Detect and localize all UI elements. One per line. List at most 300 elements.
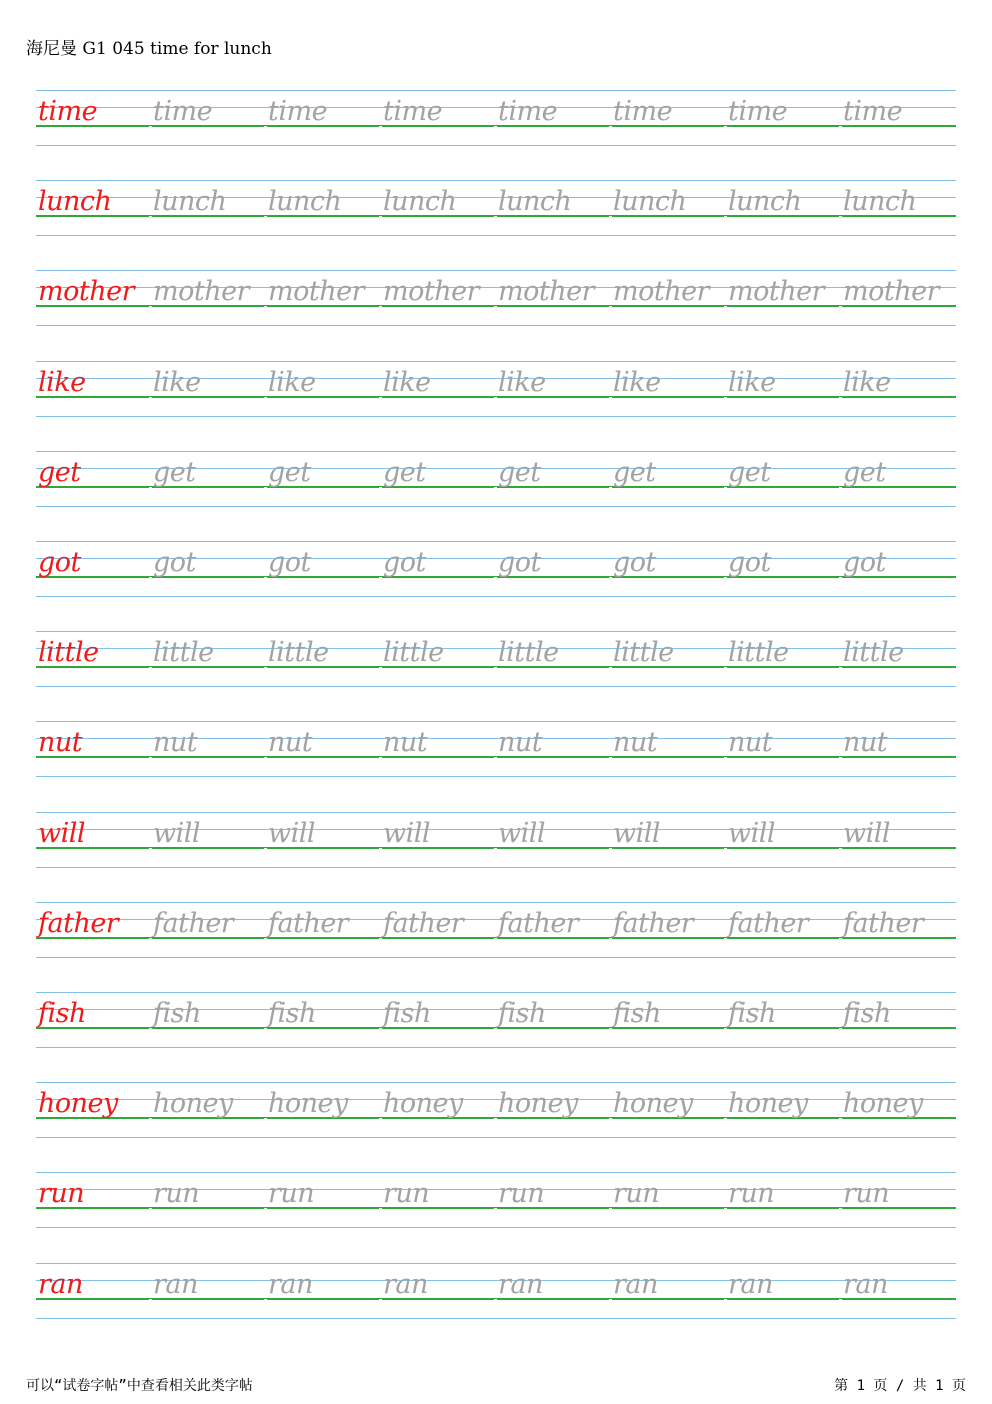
trace-word-cell [266, 902, 381, 960]
trace-word: time [498, 96, 558, 127]
trace-word: mother [268, 276, 364, 308]
trace-word-cell [496, 361, 611, 419]
trace-word: mother [843, 276, 939, 308]
trace-word: honey [728, 1088, 808, 1120]
trace-word-cell [266, 631, 381, 689]
trace-word: got [728, 547, 771, 578]
cell-separator [609, 757, 612, 760]
trace-word-cell [381, 902, 496, 960]
trace-word-cell [611, 902, 726, 960]
trace-word-cell [726, 361, 841, 419]
trace-word-cell [151, 1172, 266, 1230]
trace-word-cell [266, 90, 381, 148]
trace-word-cell [496, 721, 611, 779]
trace-word-cell [726, 90, 841, 148]
cell-separator [149, 306, 152, 309]
trace-word-cell [726, 721, 841, 779]
cell-separator [839, 1028, 842, 1031]
trace-word-cell [496, 451, 611, 509]
cell-separator [609, 216, 612, 219]
trace-word: got [383, 547, 426, 578]
trace-word: little [153, 637, 214, 669]
practice-row [36, 541, 956, 599]
trace-word-cell [726, 180, 841, 238]
trace-word: honey [268, 1088, 348, 1120]
model-word: will [38, 817, 86, 849]
practice-row [36, 1172, 956, 1230]
trace-word: got [498, 547, 541, 578]
trace-word: run [268, 1178, 315, 1210]
cell-separator [839, 216, 842, 219]
cell-separator [264, 487, 267, 490]
trace-word-cell [266, 812, 381, 870]
cell-separator [379, 1208, 382, 1211]
trace-word: get [613, 456, 656, 488]
model-word-cell [36, 992, 151, 1050]
trace-word: fish [728, 998, 776, 1029]
trace-word-cell [841, 902, 956, 960]
trace-word-cell [496, 1263, 611, 1321]
trace-word-cell [496, 270, 611, 328]
trace-word: like [153, 366, 201, 398]
model-word-cell [36, 270, 151, 328]
cell-separator [264, 1028, 267, 1031]
trace-word: fish [153, 998, 201, 1029]
practice-row [36, 1082, 956, 1140]
cell-separator [149, 216, 152, 219]
trace-word-cell [841, 1172, 956, 1230]
trace-word-cell [496, 90, 611, 148]
cell-separator [839, 397, 842, 400]
trace-word-cell [611, 992, 726, 1050]
cell-separator [149, 487, 152, 490]
trace-word-cell [266, 992, 381, 1050]
trace-word-cell [266, 721, 381, 779]
model-word-cell [36, 812, 151, 870]
cell-separator [839, 1118, 842, 1121]
trace-word-cell [841, 541, 956, 599]
cell-separator [724, 216, 727, 219]
cell-separator [264, 667, 267, 670]
cell-separator [724, 1208, 727, 1211]
trace-word-cell [611, 541, 726, 599]
trace-word-cell [266, 361, 381, 419]
trace-word: get [383, 456, 426, 488]
cell-separator [839, 757, 842, 760]
cell-separator [724, 487, 727, 490]
cell-separator [379, 1299, 382, 1302]
trace-word: lunch [613, 186, 687, 218]
cell-separator [494, 1118, 497, 1121]
trace-word-cell [266, 1263, 381, 1321]
handwriting-practice-grid [36, 0, 956, 1404]
cell-separator [494, 938, 497, 941]
trace-word: lunch [383, 186, 457, 218]
trace-word: like [268, 366, 316, 398]
trace-word-cell [841, 812, 956, 870]
trace-word: run [728, 1178, 775, 1210]
trace-word: got [843, 547, 886, 578]
trace-word: little [498, 637, 559, 669]
trace-word-cell [151, 270, 266, 328]
trace-word-cell [151, 992, 266, 1050]
cell-separator [609, 1028, 612, 1031]
cell-separator [494, 667, 497, 670]
trace-word-cell [381, 721, 496, 779]
cell-separator [264, 1299, 267, 1302]
practice-row [36, 1263, 956, 1321]
cell-separator [379, 667, 382, 670]
trace-word-cell [611, 812, 726, 870]
cell-separator [494, 757, 497, 760]
trace-word: fish [268, 998, 316, 1029]
cell-separator [724, 577, 727, 580]
trace-word: fish [843, 998, 891, 1029]
practice-row [36, 361, 956, 419]
cell-separator [494, 397, 497, 400]
trace-word-cell [841, 451, 956, 509]
trace-word: time [843, 96, 903, 127]
trace-word: little [268, 637, 329, 669]
cell-separator [149, 1028, 152, 1031]
cell-separator [149, 126, 152, 129]
cell-separator [494, 126, 497, 129]
trace-word-cell [151, 1263, 266, 1321]
trace-word: lunch [498, 186, 572, 218]
trace-word: get [268, 456, 311, 488]
trace-word: got [613, 547, 656, 578]
trace-word: lunch [728, 186, 802, 218]
model-word: like [38, 366, 86, 398]
trace-word-cell [726, 992, 841, 1050]
trace-word-cell [611, 1263, 726, 1321]
cell-separator [494, 306, 497, 309]
trace-word-cell [726, 270, 841, 328]
model-word: nut [38, 727, 83, 759]
trace-word-cell [841, 992, 956, 1050]
trace-word-cell [266, 1172, 381, 1230]
cell-separator [379, 306, 382, 309]
cell-separator [839, 1208, 842, 1211]
cell-separator [264, 1118, 267, 1121]
trace-word: honey [383, 1088, 463, 1120]
trace-word: time [728, 96, 788, 127]
trace-word-cell [496, 541, 611, 599]
footer-hint: 可以“试卷字帖”中查看相关此类字帖 [26, 1378, 253, 1394]
trace-word-cell [726, 451, 841, 509]
cell-separator [609, 848, 612, 851]
model-word: ran [38, 1268, 83, 1300]
trace-word-cell [266, 451, 381, 509]
cell-separator [149, 397, 152, 400]
trace-word-cell [496, 992, 611, 1050]
trace-word: father [153, 907, 234, 939]
practice-row [36, 902, 956, 960]
trace-word: honey [613, 1088, 693, 1120]
trace-word: mother [728, 276, 824, 308]
cell-separator [494, 577, 497, 580]
trace-word: little [613, 637, 674, 669]
trace-word-cell [266, 541, 381, 599]
trace-word: get [728, 456, 771, 488]
trace-word: honey [153, 1088, 233, 1120]
trace-word: mother [613, 276, 709, 308]
trace-word: father [383, 907, 464, 939]
trace-word: will [843, 817, 891, 849]
model-word-cell [36, 1172, 151, 1230]
trace-word-cell [611, 451, 726, 509]
trace-word-cell [841, 1263, 956, 1321]
trace-word: mother [153, 276, 249, 308]
cell-separator [264, 848, 267, 851]
trace-word-cell [381, 1172, 496, 1230]
trace-word-cell [266, 270, 381, 328]
practice-row [36, 180, 956, 238]
trace-word-cell [381, 270, 496, 328]
practice-row [36, 451, 956, 509]
cell-separator [379, 1118, 382, 1121]
trace-word: nut [498, 727, 543, 759]
trace-word: nut [728, 727, 773, 759]
cell-separator [609, 397, 612, 400]
model-word-cell [36, 451, 151, 509]
cell-separator [839, 667, 842, 670]
trace-word-cell [496, 631, 611, 689]
trace-word: ran [268, 1268, 313, 1300]
cell-separator [839, 577, 842, 580]
trace-word-cell [726, 1172, 841, 1230]
model-word: got [38, 547, 81, 578]
trace-word-cell [496, 1082, 611, 1140]
trace-word: like [843, 366, 891, 398]
trace-word: mother [498, 276, 594, 308]
trace-word: little [843, 637, 904, 669]
trace-word-cell [726, 541, 841, 599]
model-word: mother [38, 276, 134, 308]
trace-word-cell [611, 180, 726, 238]
trace-word: mother [383, 276, 479, 308]
trace-word: ran [383, 1268, 428, 1300]
cell-separator [264, 1208, 267, 1211]
trace-word-cell [381, 1263, 496, 1321]
trace-word-cell [841, 361, 956, 419]
model-word-cell [36, 1082, 151, 1140]
cell-separator [609, 577, 612, 580]
cell-separator [149, 1208, 152, 1211]
model-word-cell [36, 631, 151, 689]
trace-word-cell [496, 812, 611, 870]
trace-word-cell [381, 361, 496, 419]
trace-word: ran [728, 1268, 773, 1300]
cell-separator [839, 487, 842, 490]
trace-word: time [153, 96, 213, 127]
trace-word: run [498, 1178, 545, 1210]
practice-row [36, 270, 956, 328]
trace-word-cell [841, 631, 956, 689]
trace-word-cell [381, 631, 496, 689]
cell-separator [609, 938, 612, 941]
trace-word: father [728, 907, 809, 939]
cell-separator [724, 938, 727, 941]
trace-word-cell [151, 361, 266, 419]
cell-separator [609, 1208, 612, 1211]
trace-word: got [268, 547, 311, 578]
trace-word-cell [381, 812, 496, 870]
trace-word-cell [841, 1082, 956, 1140]
cell-separator [379, 757, 382, 760]
trace-word: ran [613, 1268, 658, 1300]
cell-separator [264, 126, 267, 129]
cell-separator [379, 938, 382, 941]
trace-word: fish [498, 998, 546, 1029]
trace-word: little [383, 637, 444, 669]
page-indicator: 第 1 页 / 共 1 页 [834, 1378, 966, 1394]
trace-word: run [153, 1178, 200, 1210]
trace-word: run [383, 1178, 430, 1210]
trace-word: like [728, 366, 776, 398]
trace-word: nut [843, 727, 888, 759]
trace-word: father [613, 907, 694, 939]
trace-word-cell [611, 631, 726, 689]
cell-separator [494, 216, 497, 219]
trace-word: time [613, 96, 673, 127]
trace-word: ran [843, 1268, 888, 1300]
cell-separator [149, 757, 152, 760]
cell-separator [494, 1208, 497, 1211]
cell-separator [609, 1299, 612, 1302]
trace-word-cell [496, 1172, 611, 1230]
trace-word: father [268, 907, 349, 939]
cell-separator [149, 667, 152, 670]
trace-word: time [383, 96, 443, 127]
cell-separator [839, 938, 842, 941]
trace-word-cell [266, 1082, 381, 1140]
cell-separator [379, 1028, 382, 1031]
trace-word-cell [841, 180, 956, 238]
cell-separator [609, 667, 612, 670]
model-word-cell [36, 902, 151, 960]
trace-word: get [498, 456, 541, 488]
model-word: fish [38, 998, 86, 1029]
trace-word: lunch [153, 186, 227, 218]
practice-row [36, 90, 956, 148]
cell-separator [264, 577, 267, 580]
cell-separator [379, 577, 382, 580]
trace-word-cell [151, 90, 266, 148]
cell-separator [264, 397, 267, 400]
trace-word: run [613, 1178, 660, 1210]
cell-separator [724, 667, 727, 670]
trace-word-cell [151, 812, 266, 870]
cell-separator [264, 938, 267, 941]
model-word-cell [36, 721, 151, 779]
trace-word: nut [268, 727, 313, 759]
trace-word: will [613, 817, 661, 849]
cell-separator [839, 126, 842, 129]
model-word-cell [36, 90, 151, 148]
cell-separator [149, 1118, 152, 1121]
page-title: 海尼曼 G1 045 time for lunch [26, 39, 272, 59]
model-word: run [38, 1178, 85, 1210]
trace-word: get [153, 456, 196, 488]
trace-word: will [383, 817, 431, 849]
cell-separator [609, 126, 612, 129]
cell-separator [724, 757, 727, 760]
trace-word: fish [613, 998, 661, 1029]
trace-word-cell [381, 90, 496, 148]
cell-separator [609, 306, 612, 309]
model-word-cell [36, 180, 151, 238]
cell-separator [724, 1028, 727, 1031]
cell-separator [149, 848, 152, 851]
trace-word-cell [611, 1082, 726, 1140]
cell-separator [609, 487, 612, 490]
model-word-cell [36, 361, 151, 419]
trace-word-cell [151, 541, 266, 599]
trace-word-cell [151, 902, 266, 960]
cell-separator [379, 216, 382, 219]
model-word: honey [38, 1088, 118, 1120]
trace-word-cell [841, 90, 956, 148]
trace-word: like [498, 366, 546, 398]
trace-word: get [843, 456, 886, 488]
trace-word-cell [611, 90, 726, 148]
cell-separator [839, 306, 842, 309]
cell-separator [149, 577, 152, 580]
trace-word: like [613, 366, 661, 398]
cell-separator [264, 306, 267, 309]
model-word: time [38, 96, 98, 127]
trace-word: lunch [268, 186, 342, 218]
trace-word-cell [496, 180, 611, 238]
trace-word-cell [381, 180, 496, 238]
practice-row [36, 631, 956, 689]
trace-word-cell [151, 1082, 266, 1140]
cell-separator [379, 487, 382, 490]
trace-word-cell [151, 631, 266, 689]
model-word-cell [36, 541, 151, 599]
trace-word: father [843, 907, 924, 939]
trace-word-cell [726, 1263, 841, 1321]
cell-separator [724, 397, 727, 400]
cell-separator [609, 1118, 612, 1121]
trace-word-cell [726, 902, 841, 960]
trace-word: honey [498, 1088, 578, 1120]
trace-word-cell [496, 902, 611, 960]
practice-row [36, 812, 956, 870]
trace-word: ran [498, 1268, 543, 1300]
cell-separator [494, 487, 497, 490]
trace-word: will [498, 817, 546, 849]
trace-word: will [268, 817, 316, 849]
trace-word: fish [383, 998, 431, 1029]
cell-separator [264, 216, 267, 219]
cell-separator [724, 848, 727, 851]
trace-word: little [728, 637, 789, 669]
trace-word: will [728, 817, 776, 849]
trace-word-cell [726, 812, 841, 870]
trace-word-cell [381, 1082, 496, 1140]
model-word: little [38, 637, 99, 669]
trace-word: nut [153, 727, 198, 759]
cell-separator [494, 1299, 497, 1302]
cell-separator [379, 126, 382, 129]
practice-row [36, 992, 956, 1050]
cell-separator [379, 848, 382, 851]
trace-word-cell [611, 361, 726, 419]
trace-word: got [153, 547, 196, 578]
trace-word: lunch [843, 186, 917, 218]
